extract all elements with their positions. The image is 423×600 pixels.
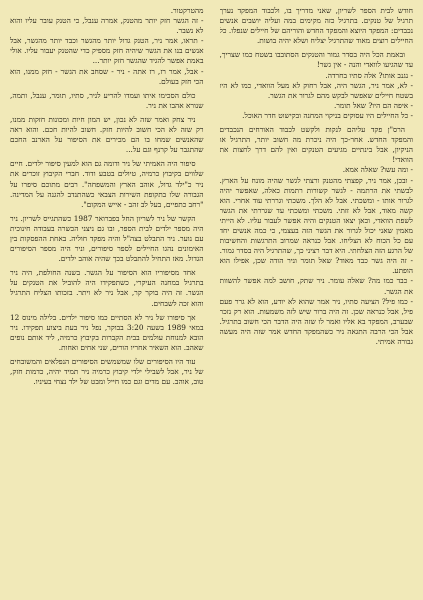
left-column-paragraph: - אבל, אמר רז, רז אתה - ניר - שסחב את הגשר - חזק ממנו, הוא הכי חזק בעולם.: [10, 66, 204, 86]
text-column-right: [220, 6, 414, 592]
left-column-paragraph: - זה הגשר חזק יותר מהטנק, אמרה ענבל, כי הטנק עובר עליו והוא לא נשבר.: [10, 16, 204, 36]
text-column-left: [10, 6, 204, 592]
left-column-paragraph: הקשר של ניר לשריון החל בפברואר 1987 כשהתגייס לשריון. ניר היה מספר ילדים לבית הספר, ובו גם ניצני הכשרה בעבודה חינוכית עם נוער. ניר התבלט בצה"ל והיה מפקד חוליה. באחת ההפסקות בין האימונים נהגו החיילים לספר סיפורים, וניר היה מספר הסיפורים הגדול. מאז התחיל להתבלט בכך שהיה אוהב ילדים.: [10, 213, 204, 264]
right-column-paragraph: - לא, אמר ניר, הגשר היה, אבל רחוק לא מעל הוואדי, כמו לא היו בשטח חיילים שאפשר לבקש מהם לגרור את הגשר.: [219, 80, 413, 100]
left-column-paragraph: מהטרקטור.: [170, 6, 204, 15]
left-column-paragraph: ניר צחק ואמר שזה לא נכון, יש המון חיות ומכונות חזקות ממנו, רק שזה לא הכי חשוב להיות חזק. חשוב להיות חכם. והוא ראה שהאנשים שמחו בו הם מכירים את הסיפור על הארנב החכם שהתגבר על קרנף וגם על...: [10, 114, 204, 155]
left-column-paragraph: סיפור היה האמיתי של ניר ודומה גם הוא למעין סיפור ילדים. חיים שלווים בקיבוץ כרמיה, טיולים בטבע ודוד. חברי הקיבוץ זוכרים את ניר כ"ילד גדול, אוהב הארץ והמשפחה". רבים מתוכם סיפרו על הגבורה שלו בתקופת השירות הצבאי כשהתנדב להגנה על המדינה. "רחב כתפיים, בעל לב זהב - אייש המקום".: [10, 159, 204, 209]
right-column-paragraph: - ומה עשו? שאלה אמא.: [342, 165, 413, 175]
right-column-paragraph: - איפה הם היו? שאל תומר.: [333, 100, 413, 110]
right-column-paragraph: - כמו פיל? הציעה סתיו, ניר אמר שהוא לא יודע, הוא לא גרר פעם פיל, אבל כנראה שכן. זה היה ברור שיש לזה משמעות. הוא רק נזכר שבערב, המפקד בא אליו ואמר לו שזה היה הדבר הכי חשוב בתרגיל. אבל הכי הרבה התגאה ניר כשהמפקד החדש אמר שזה היה מעשה גבורה אמיתי.: [219, 296, 413, 346]
left-column-paragraph: כולם הסכימו איתו ועמדו להריע לניר, סתיו, תומר, ענבל, ותמה, שנורא אהבו את ניר.: [10, 90, 204, 110]
right-column-paragraph: חודש לבית הספר לשריון, שאני מדריך בו, ולכבוד המפקד נערך תרגיל של טנקים. בתרגיל כזה מקימים במה ועליה יושבים אנשים נכבדים: המפקד היוצא והמפקד החדש והוריהם של חיילים שנפלו. כל החיילים רוצים מאוד שהתרגיל יצליח ושלא יהיה בושות.: [219, 6, 413, 46]
left-column-paragraph: - תראו, אמר ניר, הטנק גדול יותר מהגשר וכבד יותר מהגשר, אבל אנשים בנו את הגשר שיהיה חזק מספיק כדי שהטנק יעבור עליו. אולי באמת אפשר להגיד שהגשר חזק יותר...: [10, 36, 204, 66]
right-column-paragraph: - נגנב אותו? אלה סתיו בחרדה.: [325, 70, 413, 80]
left-column-paragraph: אך סיפורו של ניר לא הסתיים כמו סיפור ילדים. בלילה מינוס 12 במאי 1989 בשעה 3:20 בבוקר, נפל ניר בעת ביצוע תפקידו. ניר הובא למנוחת עולמים בבית הקברות בקיבוץ כרמיה, ליד אותם נופים שאהב. הוא השאיר אחריו הורים, שני אחים ואחות.: [10, 312, 204, 352]
right-column-paragraph: הרס"ן פקד עליהם לנקות ולקשט לכבוד האורחים הנכבדים והמפקד החדש. אחר-כך היה ניכרת מה חשוב יותר, התרגיל או הניקיון, אבל בינתיים מגיעים הטנקים ואין להם דרך לחצות את הוואדי!: [219, 125, 413, 165]
left-column-paragraph: עוד היו הסיפורים שלו שמשמשים הסיפורים הנפלאים והמשובחים של ניר, אבל לשבילי ילדי קיבוץ כרמיה ניר תמיד יהיה, כדמות חזק, טוב, אוהב. עם מדים וגם כמו חייל ומבט של ילד נצחי בעיניו.: [10, 357, 204, 387]
right-column-paragraph: - זה היה גשר כבד מאוד? שאל תומר וניר הודה שכן, אפילו הוא הופתע.: [219, 256, 413, 276]
right-column-paragraph: - ובכן, אמר ניר, קפצתי מהטנק ורצתי לגשר שהיה מונח על הארץ. לבשתי את הרתמה - לגשר קשורות רתמות כאלה, שאפשר יהיה לגרור אותו - ומשכתי. אבל לא הלך. משכתי וגררתי עוד אחרי. הוא קשה מאוד, אבל לא זזתי. משכתי ומשכתי עד שגררתי את הגשר לשפת הוואדי, וכאן יצאו הטנקים והיה אפשר לעבור עליו. לא הייתי מאמין שאני יכול לגרור את הגשר הזה בעצמי, כי כמה אנשים יחד עם כל הכוח לא הצליחו. אבל כנראה שמרוב התרגשות והחשיבות של הרגע הזה הצלחתי. היא דבר רציני כך, שהתרגיל היה בסדר גמור.: [219, 175, 413, 256]
right-column-paragraph: - כל החיילים היו עסוקים בניקוי המחנה ובקישוט חדר האוכל.: [242, 110, 413, 120]
left-column-paragraph: אחד מסיפוריו הוא הסיפור על הגשר. בשנה החולפת, היה ניר בתרגיל במחנה העיקרי, כשתפקידו היה להוביל את הטנקים על הגשר. זה היה בוקר קר, אבל ניר לא ויתר. בזכותו הצליח התרגיל והוא זכה לשבחים.: [10, 268, 204, 308]
right-column-paragraph: ובאמת הכל היה בסדר גמור והטנקים הסתובבו בשטח כמו שצריך, עד שהגיעו לוואדי והנה - אין גשר!: [219, 50, 413, 70]
right-column-paragraph: - כבד כמו מה? שאלה עומר. ניר שתק, חושב למה אפשר להשוות את הגשר.: [219, 276, 413, 296]
